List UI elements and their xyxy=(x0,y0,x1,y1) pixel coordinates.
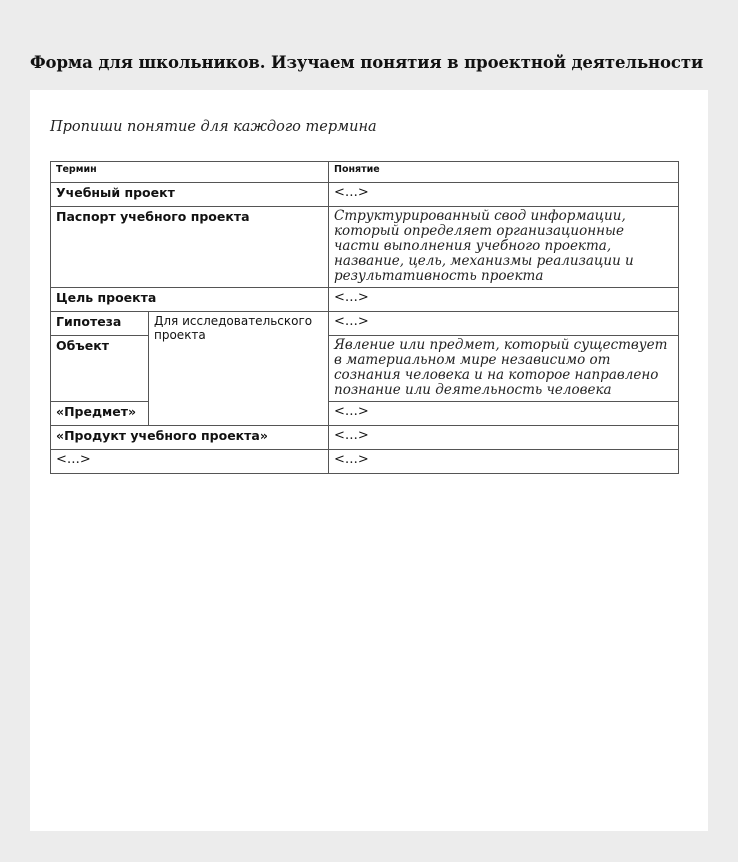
concept-cell[interactable]: <…> xyxy=(329,183,679,207)
concept-cell[interactable]: <…> xyxy=(329,426,679,450)
table-row xyxy=(51,402,679,426)
table-row xyxy=(51,288,679,312)
table-row xyxy=(51,450,679,474)
term-cell: Цель проекта xyxy=(51,288,329,312)
concept-cell[interactable]: Структурированный свод информации, который определяет организационные части выполнения учебного проекта, название, цель, механизмы реализации и результативность проекта xyxy=(329,207,679,288)
concept-cell[interactable]: <…> xyxy=(329,312,679,336)
form-sheet xyxy=(30,90,708,831)
term-cell: «Продукт учебного проекта» xyxy=(51,426,329,450)
header-concept: Понятие xyxy=(329,162,679,183)
header-term: Термин xyxy=(51,162,329,183)
table-row xyxy=(51,183,679,207)
research-project-note: Для исследовательского проекта xyxy=(149,312,329,426)
form-instruction: Пропиши понятие для каждого термина xyxy=(50,119,377,135)
terms-table xyxy=(50,161,679,474)
term-cell[interactable]: <…> xyxy=(51,450,329,474)
concept-cell[interactable]: <…> xyxy=(329,450,679,474)
term-cell: Объект xyxy=(51,336,149,402)
table-header-row xyxy=(51,162,679,183)
concept-cell[interactable]: <…> xyxy=(329,288,679,312)
term-cell: Гипотеза xyxy=(51,312,149,336)
concept-cell[interactable]: <…> xyxy=(329,402,679,426)
table-row xyxy=(51,207,679,288)
table-row xyxy=(51,312,679,336)
concept-cell[interactable]: Явление или предмет, который существует в материальном мире независимо от сознания человека и на которое направлено познание или деятельность человека xyxy=(329,336,679,402)
page-title: Форма для школьников. Изучаем понятия в проектной деятельности xyxy=(30,53,704,72)
table-row xyxy=(51,336,679,402)
table-row xyxy=(51,426,679,450)
term-cell: Паспорт учебного проекта xyxy=(51,207,329,288)
term-cell: Учебный проект xyxy=(51,183,329,207)
term-cell: «Предмет» xyxy=(51,402,149,426)
